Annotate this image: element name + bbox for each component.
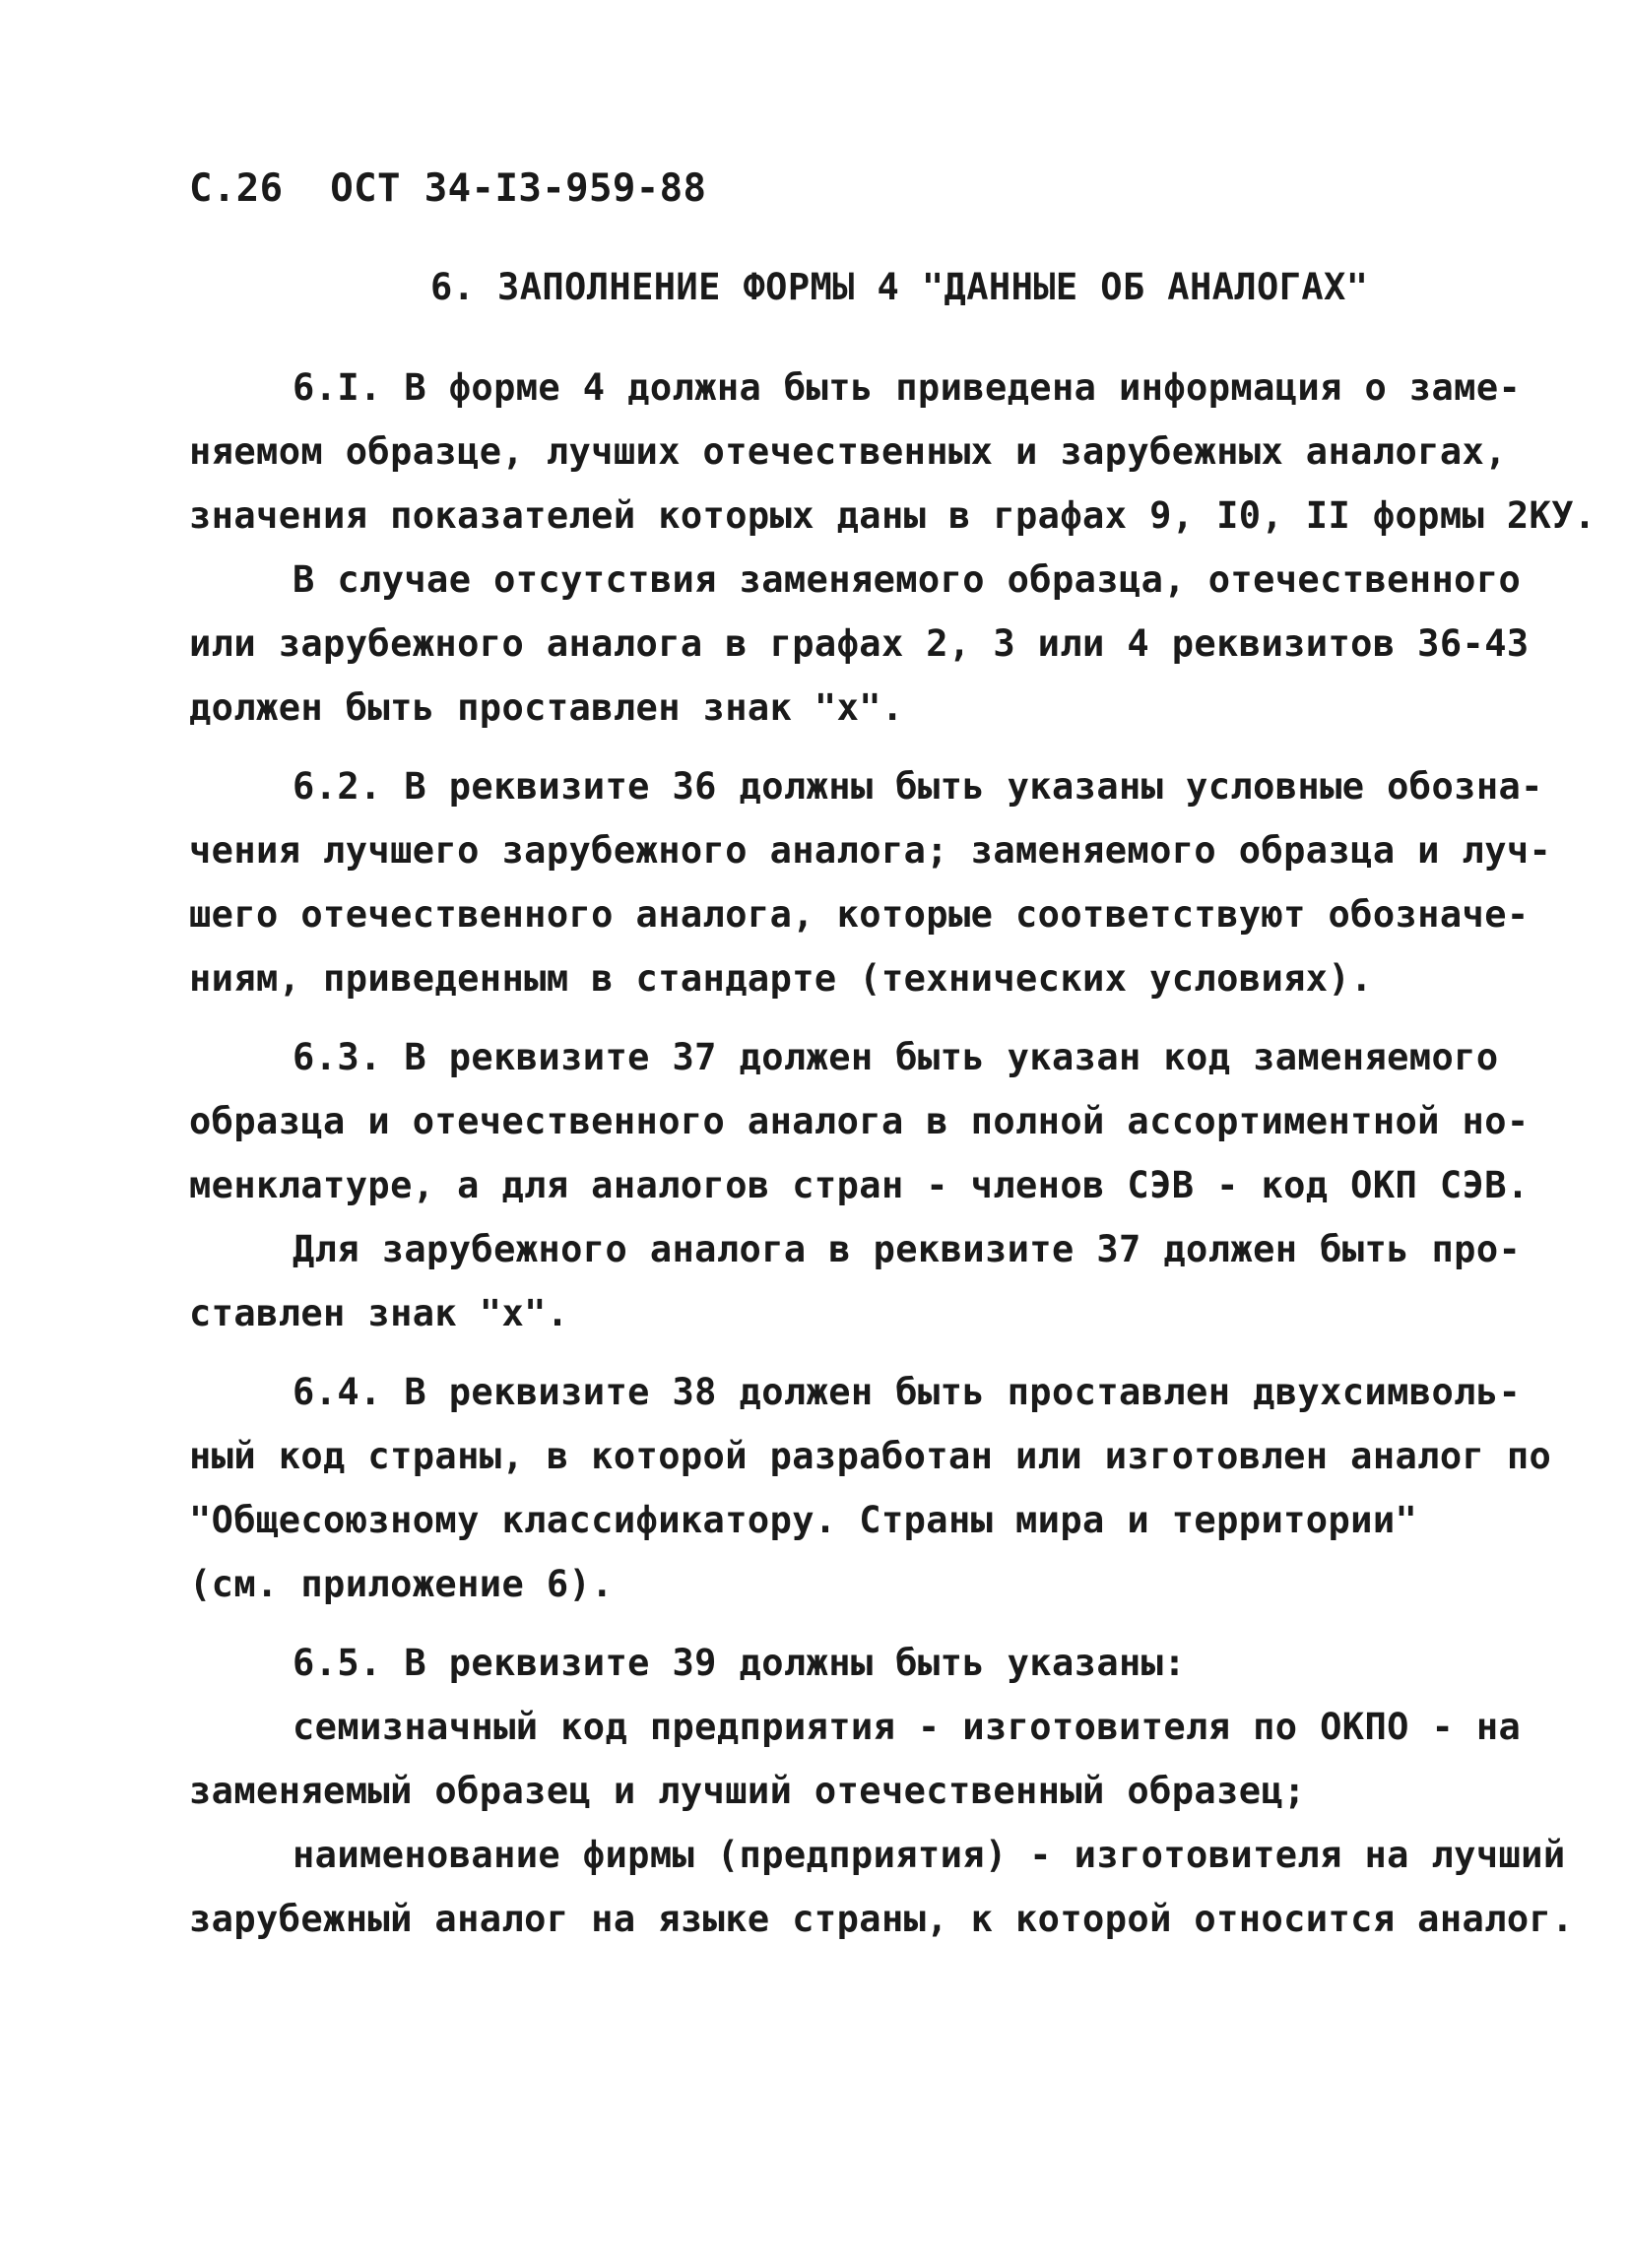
page-header: С.26 ОСТ 34-I3-959-88: [189, 166, 707, 211]
paragraph-6-2-line-2: чения лучшего зарубежного аналога; заменяемого образца и луч-: [189, 829, 1552, 872]
paragraph-6-1b-line-1: В случае отсутствия заменяемого образца, отечественного: [293, 558, 1522, 601]
paragraph-6-1-line-3: значения показателей которых даны в графах 9, I0, II формы 2КУ.: [189, 494, 1596, 537]
paragraph-6-1b-line-2: или зарубежного аналога в графах 2, 3 или 4 реквизитов 36-43: [189, 622, 1530, 665]
section-title: 6. ЗАПОЛНЕНИЕ ФОРМЫ 4 "ДАННЫЕ ОБ АНАЛОГАХ": [430, 266, 1369, 308]
paragraph-6-1-line-1: 6.I. В форме 4 должна быть приведена информация о заме-: [293, 366, 1522, 409]
paragraph-6-5-line-1: 6.5. В реквизите 39 должны быть указаны:: [293, 1642, 1187, 1684]
paragraph-6-4-line-3: "Общесоюзному классификатору. Страны мира и территории": [189, 1499, 1418, 1541]
paragraph-6-4-line-4: (см. приложение 6).: [189, 1563, 614, 1605]
paragraph-6-2-line-1: 6.2. В реквизите 36 должны быть указаны условные обозна-: [293, 765, 1543, 808]
paragraph-6-3b-line-2: ставлен знак "x".: [189, 1292, 569, 1334]
paragraph-6-5b-line-1: семизначный код предприятия - изготовителя по ОКПО - на: [293, 1706, 1522, 1748]
paragraph-6-3-line-2: образца и отечественного аналога в полной ассортиментной но-: [189, 1100, 1530, 1142]
paragraph-6-5c-line-1: наименование фирмы (предприятия) - изготовителя на лучший: [293, 1834, 1566, 1876]
paragraph-6-2-line-3: шего отечественного аналога, которые соответствуют обозначе-: [189, 893, 1530, 936]
paragraph-6-4-line-2: ный код страны, в которой разработан или изготовлен аналог по: [189, 1435, 1552, 1477]
paragraph-6-5c-line-2: зарубежный аналог на языке страны, к которой относится аналог.: [189, 1898, 1574, 1940]
paragraph-6-3b-line-1: Для зарубежного аналога в реквизите 37 должен быть про-: [293, 1228, 1522, 1270]
paragraph-6-1-line-2: няемом образце, лучших отечественных и зарубежных аналогах,: [189, 430, 1507, 473]
paragraph-6-4-line-1: 6.4. В реквизите 38 должен быть проставлен двухсимволь-: [293, 1371, 1522, 1413]
paragraph-6-1b-line-3: должен быть проставлен знак "x".: [189, 686, 904, 729]
paragraph-6-3-line-1: 6.3. В реквизите 37 должен быть указан код заменяемого: [293, 1036, 1499, 1078]
paragraph-6-5b-line-2: заменяемый образец и лучший отечественный образец;: [189, 1770, 1306, 1812]
paragraph-6-3-line-3: менклатуре, а для аналогов стран - членов СЭВ - код ОКП СЭВ.: [189, 1164, 1530, 1206]
paragraph-6-2-line-4: ниям, приведенным в стандарте (технических условиях).: [189, 957, 1373, 1000]
